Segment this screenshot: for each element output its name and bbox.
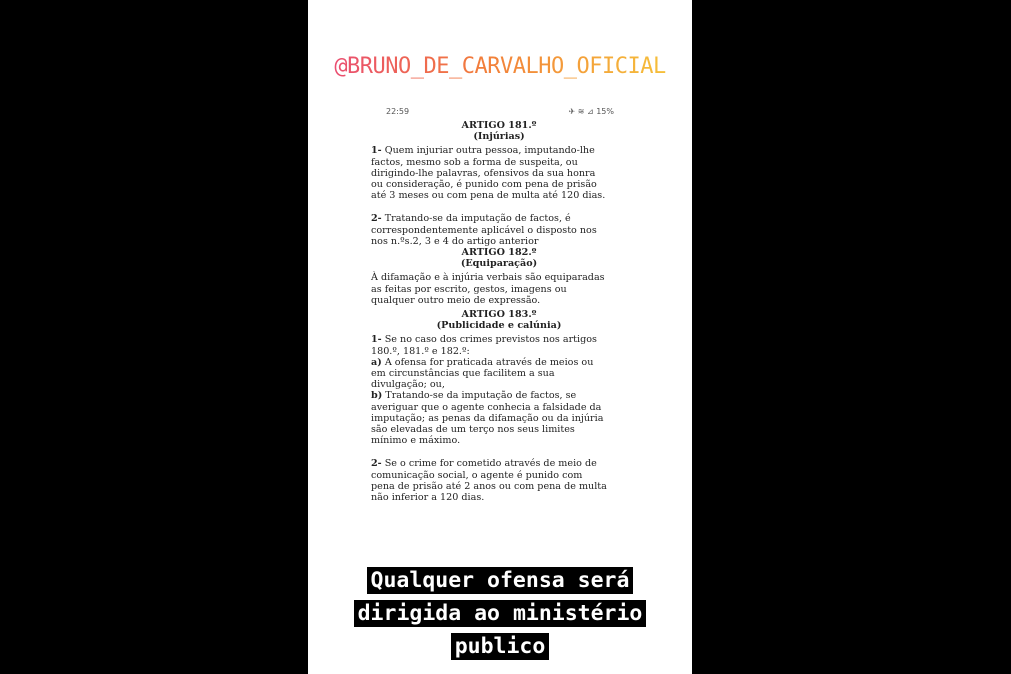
legal-document — [371, 120, 627, 503]
caption-line-1: Qualquer ofensa será — [367, 567, 634, 594]
article-183-title: ARTIGO 183.º — [461, 309, 537, 321]
caption-line-2: dirigida ao ministério — [354, 600, 647, 627]
status-time: 22:59 — [386, 107, 410, 116]
article-183-subtitle: (Publicidade e calúnia) — [436, 320, 562, 332]
item-label-b: b) — [371, 390, 383, 402]
article-181-subtitle: (Injúrias) — [473, 131, 525, 143]
article-182-title: ARTIGO 182.º — [461, 247, 537, 259]
story-caption — [308, 564, 692, 663]
status-bar — [386, 107, 614, 119]
paragraph-number: 1- — [371, 145, 382, 157]
article-181-paragraph-2: 2- Tratando-se da imputação de factos, é correspondentemente aplicável o disposto nos nos n.ºs.2, 3 e 4 do artigo anterior — [371, 213, 597, 247]
signal-icon: ✈ ≋ ⊿ — [568, 107, 597, 116]
item-label-a: a) — [371, 356, 382, 368]
username-sticker[interactable]: @BRUNO_DE_CARVALHO_OFICIAL — [308, 54, 692, 79]
article-181-paragraph-1: 1- Quem injuriar outra pessoa, imputando-lhe factos, mesmo sob a forma de suspeita, ou dirigindo-lhe palavras, ofensivos da sua honra ou consideração, é punido com pena de prisão até 3 meses ou com pena de multa até 120 dias. — [371, 145, 606, 202]
paragraph-number: 1- — [371, 334, 382, 346]
article-182-paragraph: À difamação e à injúria verbais são equiparadas as feitas por escrito, gestos, imagens ou qualquer outro meio de expressão. — [371, 272, 605, 306]
article-183-paragraph-2: 2- Se o crime for cometido através de meio de comunicação social, o agente é punido com pena de prisão até 2 anos ou com pena de multa não inferior a 120 dias. — [371, 458, 607, 504]
article-183-paragraph-1: 1- Se no caso dos crimes previstos nos artigos 180.º, 181.º e 182.º: a) A ofensa for praticada através de meios ou em circunstâncias que facilitem a sua divulgação; ou, b) Tratando-se da imputação de factos, se averiguar que o agente conhecia a falsidade da imputação; as penas da difamação ou da injúria são elevadas de um terço nos seus limites mínimo e máximo. — [371, 334, 604, 447]
caption-line-3: publico — [451, 633, 550, 660]
article-182-subtitle: (Equiparação) — [460, 258, 538, 270]
paragraph-number: 2- — [371, 458, 382, 470]
paragraph-number: 2- — [371, 213, 382, 225]
battery-level: 15% — [596, 107, 614, 116]
article-181-title: ARTIGO 181.º — [461, 120, 537, 131]
battery-indicator — [568, 107, 614, 116]
story-frame — [308, 0, 692, 674]
